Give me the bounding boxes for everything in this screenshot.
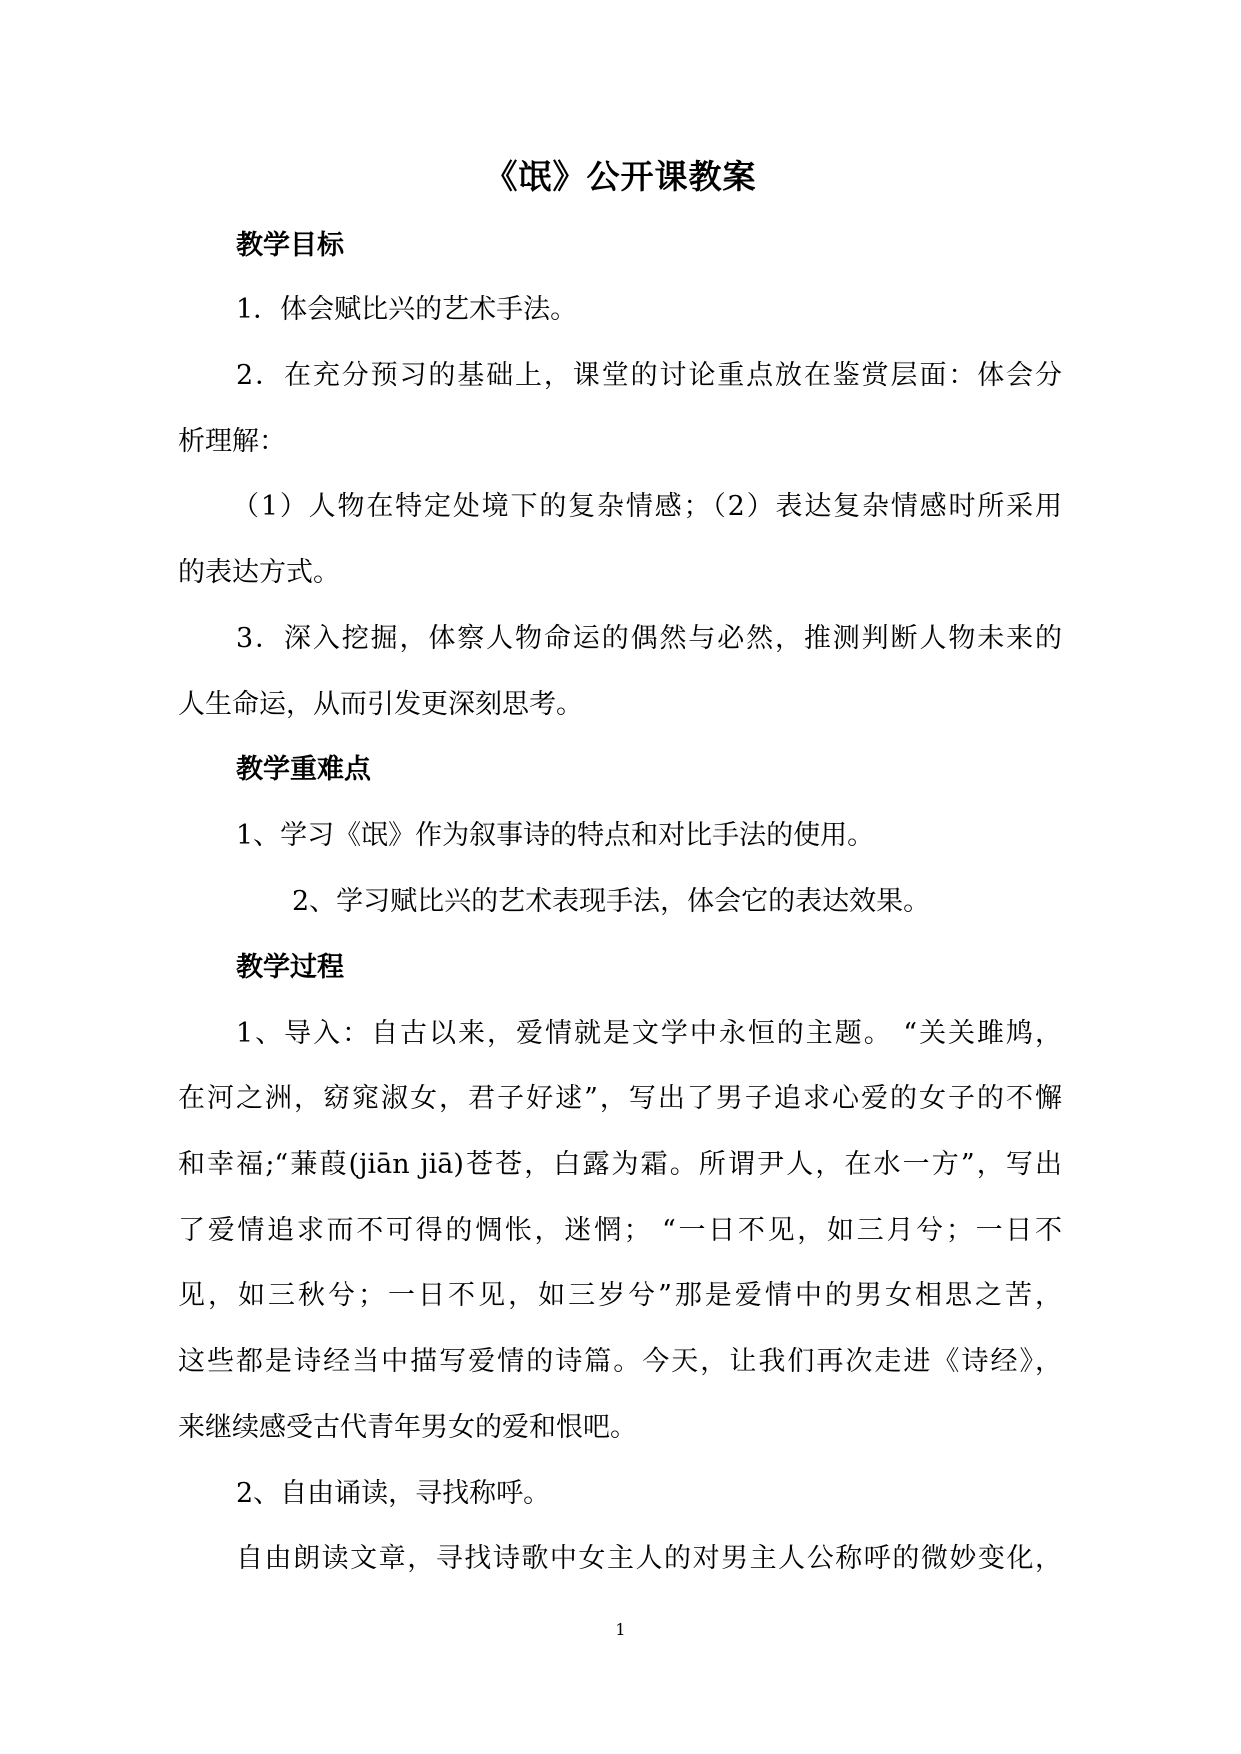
section-heading-key-points: 教学重难点 <box>236 754 371 785</box>
goal-item-2-sub-line-1: （1）人物在特定处境下的复杂情感；（2）表达复杂情感时所采用 <box>232 491 1062 522</box>
process-step-2-detail: 自由朗读文章，寻找诗歌中女主人的对男主人公称呼的微妙变化， <box>236 1543 1062 1574</box>
page-number: 1 <box>615 1620 626 1639</box>
process-step-1-line-6: 这些都是诗经当中描写爱情的诗篇。今天，让我们再次走进《诗经》， <box>178 1346 1062 1377</box>
goal-item-3-line-1: 3．深入挖掘，体察人物命运的偶然与必然，推测判断人物未来的 <box>236 623 1062 654</box>
goal-item-2-line-1: 2．在充分预习的基础上，课堂的讨论重点放在鉴赏层面：体会分 <box>236 360 1062 391</box>
process-step-1-line-4: 了爱情追求而不可得的惆怅，迷惘； “一日不见，如三月兮；一日不 <box>178 1215 1062 1246</box>
process-step-1-line-1: 1、导入：自古以来，爱情就是文学中永恒的主题。 “关关雎鸠， <box>236 1018 1062 1049</box>
page-title: 《氓》公开课教案 <box>484 157 757 196</box>
process-step-2: 2、自由诵读，寻找称呼。 <box>236 1478 551 1509</box>
goal-item-2-line-2: 析理解： <box>178 426 286 457</box>
goal-item-2-sub-line-2: 的表达方式。 <box>178 557 340 588</box>
goal-item-3-line-2: 人生命运，从而引发更深刻思考。 <box>178 689 583 720</box>
process-step-1-line-5: 见，如三秋兮；一日不见，如三岁兮”那是爱情中的男女相思之苦， <box>178 1280 1062 1311</box>
key-point-item-1: 1、学习《氓》作为叙事诗的特点和对比手法的使用。 <box>236 820 875 851</box>
process-step-1-line-2: 在河之洲，窈窕淑女，君子好逑”，写出了男子追求心爱的女子的不懈 <box>178 1083 1062 1114</box>
section-heading-goals: 教学目标 <box>236 230 344 261</box>
process-step-1-line-7: 来继续感受古代青年男女的爱和恨吧。 <box>178 1412 637 1443</box>
process-step-1-line-3: 和幸福;“蒹葭(jiān jiā)苍苍，白露为霜。所谓尹人，在水一方”，写出 <box>178 1149 1062 1180</box>
section-heading-process: 教学过程 <box>236 952 344 983</box>
goal-item-1: 1．体会赋比兴的艺术手法。 <box>236 294 578 325</box>
key-point-item-2: 2、学习赋比兴的艺术表现手法，体会它的表达效果。 <box>292 886 931 917</box>
